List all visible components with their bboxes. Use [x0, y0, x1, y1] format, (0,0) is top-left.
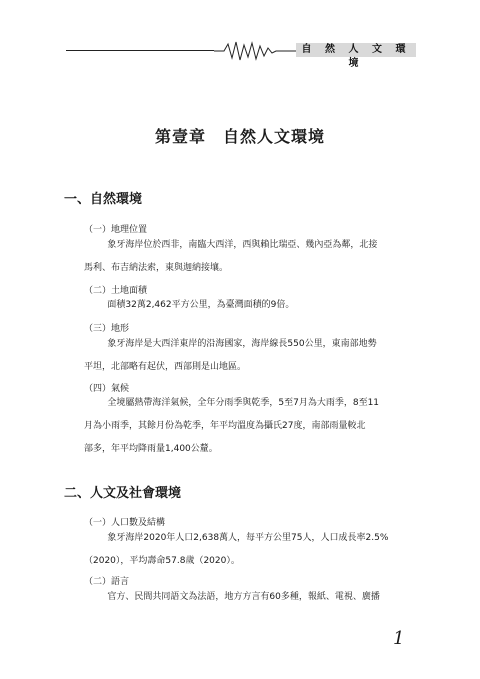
subsection-heading: （四）氣候	[84, 384, 130, 394]
section-title: 二、人文及社會環境	[64, 486, 182, 501]
subsection-heading: （二）土地面積	[84, 286, 148, 296]
section-title: 一、自然環境	[64, 192, 143, 207]
paragraph-line: 官方、民間共同語文為法語，地方方言有60多種，報紙、電視、廣播	[107, 592, 380, 602]
paragraph-line: 面積32萬2,462平方公里，為臺灣面積的9倍。	[107, 300, 295, 310]
paragraph-line: （2020），平均壽命57.8歲（2020）。	[84, 556, 240, 566]
paragraph-line: 象牙海岸是大西洋東岸的沿海國家，海岸線長550公里，東南部地勢	[107, 339, 377, 349]
running-header-label: 自 然 人 文 環 境	[296, 43, 416, 57]
paragraph-line: 象牙海岸2020年人口2,638萬人，每平方公里75人，人口成長率2.5%	[107, 533, 389, 543]
paragraph-line: 平坦，北部略有起伏，西部則是山地區。	[84, 362, 247, 372]
paragraph-line: 全境屬熱帶海洋氣候，全年分雨季與乾季，5至7月為大雨季，8至11	[107, 398, 380, 408]
subsection-heading: （一）人口數及結構	[84, 518, 166, 528]
paragraph-line: 象牙海岸位於西非，南臨大西洋，西與賴比瑞亞、幾內亞為鄰，北接	[107, 240, 378, 250]
subsection-heading: （一）地理位置	[84, 225, 148, 235]
paragraph	[84, 294, 420, 317]
chapter-title: 第壹章 自然人文環境	[154, 127, 325, 146]
paragraph-line: 部多，年平均降雨量1,400公釐。	[84, 444, 218, 454]
paragraph	[84, 586, 420, 609]
subsection-heading: （二）語言	[84, 577, 130, 587]
paragraph	[84, 234, 420, 280]
paragraph	[84, 527, 420, 573]
page-number: 1	[393, 628, 405, 649]
paragraph	[84, 333, 420, 379]
paragraph-line: 月為小雨季，其餘月份為乾季，年平均溫度為攝氏27度，南部雨量較北	[84, 421, 366, 431]
paragraph	[84, 392, 420, 461]
subsection-heading: （三）地形	[84, 324, 130, 334]
paragraph-line: 馬利、布吉納法索，東與迦納接壤。	[84, 263, 229, 273]
header-waveform-graphic	[214, 40, 298, 62]
